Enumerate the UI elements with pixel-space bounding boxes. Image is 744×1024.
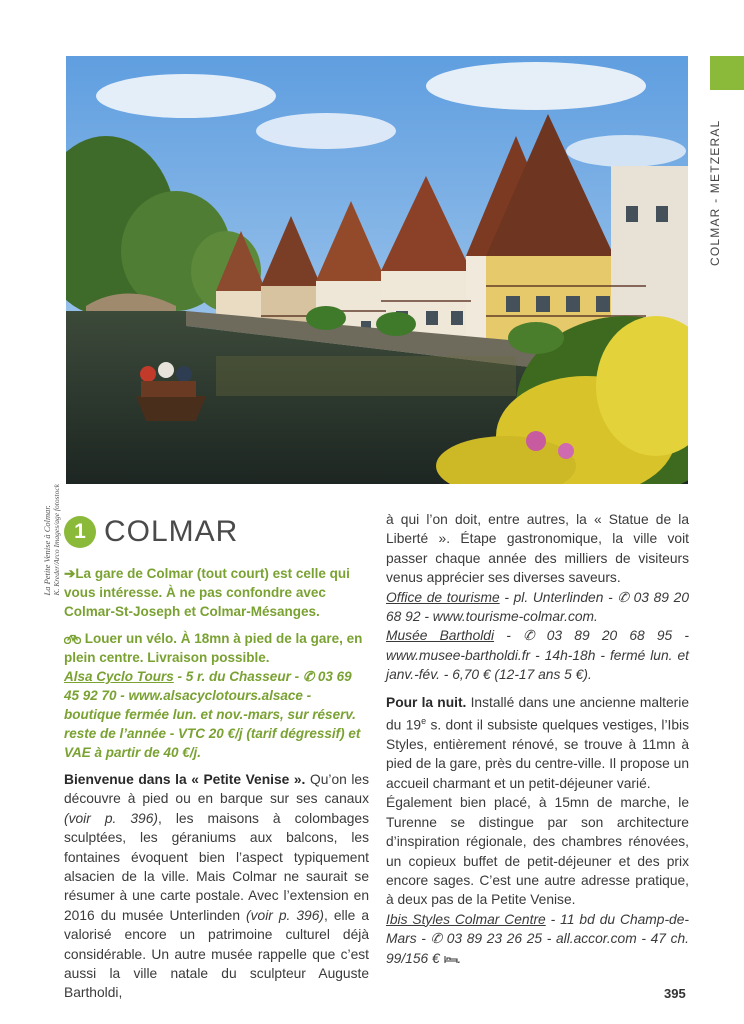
turenne-paragraph: Également bien placé, à 15mn de marche, le Turenne se distingue par son architecture d’inspiration régionale, des chambres rénovées, un copieux buffet de petit-déjeuner et des prix encore sages. C’est une autre adresse pratique, à deux pas de la Petite Venise. — [386, 795, 689, 908]
bicycle-icon — [64, 629, 81, 648]
bed-icon — [444, 949, 458, 968]
section-heading — [64, 512, 369, 552]
arrow-right-icon: ➔ — [64, 566, 76, 581]
photo-credit-line: K. Kreder/Arco Images/age fotostock — [52, 484, 61, 596]
phone-icon: ✆ — [617, 589, 629, 605]
section-number-badge: 1 — [64, 516, 96, 548]
intro-paragraph: Bienvenue dans la « Petite Venise ». Qu’on les découvre à pied ou en barque sur ses canaux (voir p. 396), les maisons à colombages sculptées, les géraniums aux balcons, les fontaines évoquent bien l’aspect typiquement alsacien de la ville. Mais Colmar ne saurait se résumer à une carte postale. Avec l’extension en 2016 du musée Unterlinden (voir p. 396), elle a valorisé encore un patrimoine culturel déjà considérable. Un autre musée rappelle que c’est aussi la ville natale du sculpteur Auguste Bartholdi, — [64, 772, 370, 1001]
page-number: 395 — [664, 986, 686, 1001]
right-column — [386, 510, 689, 968]
bike-info: Louer un vélo. À 18mn à pied de la gare, en plein centre. Livraison possible. Alsa Cyclo Tours - 5 r. du Chasseur - ✆ 03 69 45 92 70 - www.alsacyclotours.alsace - boutique fermée lun. et nov.-mars, sur réserv. reste de l’année - VTC 20 €/j (tarif dégressif) et VAE à partir de 40 €/j. — [64, 631, 363, 760]
phone-icon: ✆ — [430, 931, 443, 947]
photo-caption-title: La Petite Venise à Colmar. — [42, 505, 52, 596]
intro-paragraph-continued: à qui l’on doit, entre autres, la « Statue de la Liberté ». Étape gastronomique, la ville voit passer chaque année des milliers de visiteurs venus apprécier ses diverses saveurs. — [386, 512, 689, 586]
section-title: COLMAR — [104, 515, 239, 548]
office-de-tourisme-link[interactable]: Office de tourisme — [386, 589, 500, 605]
alsa-cyclo-tours-link[interactable]: Alsa Cyclo Tours — [64, 669, 174, 684]
office-de-tourisme-info: Office de tourisme - pl. Unterlinden - ✆ 03 89 20 68 92 - www.tourisme-colmar.com. — [386, 589, 689, 625]
night-paragraph: Pour la nuit. Installé dans une ancienne malterie du 19e s. dont il subsiste quelques vestiges, l’Ibis Styles, entièrement rénové, se trouve à 11mn à pied de la gare, près du centre-ville. Il propose un accueil charmant et un petit-déjeuner varié. — [386, 694, 689, 791]
ibis-styles-link[interactable]: Ibis Styles Colmar Centre — [386, 911, 546, 927]
photo-caption — [38, 484, 66, 912]
photo-illustration — [66, 56, 688, 484]
phone-icon: ✆ — [302, 669, 315, 684]
intro-continued: , elle a valorisé encore un patrimoine culturel déjà considérable. Un autre musée rappelle que c’est aussi la ville natale du sculpteur Auguste Bartholdi, — [64, 907, 369, 1001]
phone-icon: ✆ — [523, 628, 535, 644]
chapter-color-tab — [710, 56, 744, 90]
musee-bartholdi-info: Musée Bartholdi - ✆ 03 89 20 68 95 - www.musee-bartholdi.fr - 14h-18h - fermé lun. et janv.-fév. - 6,70 € (12-17 ans 5 €). — [386, 628, 689, 683]
musee-bartholdi-link[interactable]: Musée Bartholdi — [386, 628, 495, 644]
train-info: ➔La gare de Colmar (tout court) est celle qui vous intéresse. À ne pas confondre avec Colmar-St-Joseph et Colmar-Mésanges. — [64, 566, 350, 619]
ibis-styles-info: Ibis Styles Colmar Centre - 11 bd du Champ-de-Mars - ✆ 03 89 23 26 25 - all.accor.com - 47 ch. 99/156 € . — [386, 910, 689, 968]
photo-petite-venise — [66, 56, 688, 484]
left-column — [64, 512, 369, 1003]
chapter-label: COLMAR - METZERAL — [708, 119, 722, 266]
